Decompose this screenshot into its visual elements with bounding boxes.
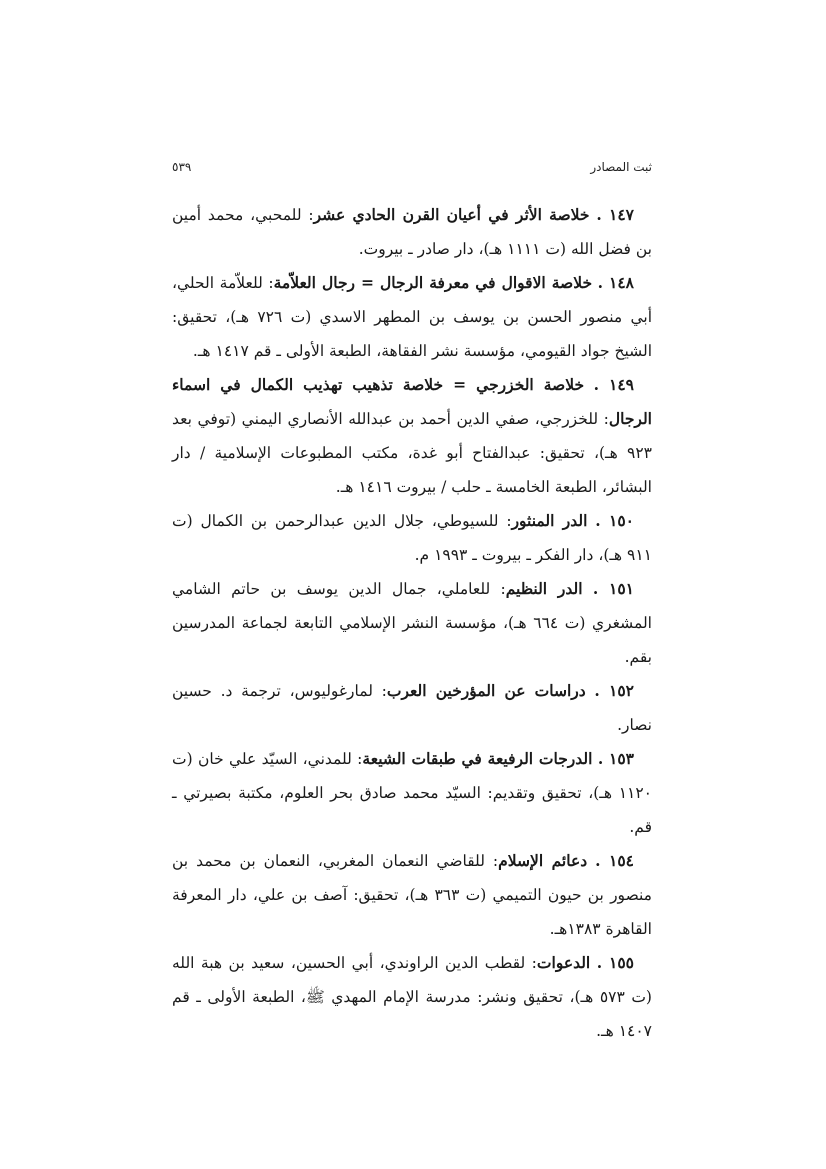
entry-title: الدر المنثور xyxy=(511,511,588,530)
entry-number: ١٥٥ . xyxy=(596,953,635,972)
entry-title: خلاصة الخزرجي = خلاصة تذهيب تهذيب الكمال في اسماء الرجال xyxy=(172,375,652,428)
bibliography-entry xyxy=(172,198,652,266)
running-title: ثبت المصادر xyxy=(590,160,652,174)
entry-title: خلاصة الأثر في أعيان القرن الحادي عشر xyxy=(313,205,590,224)
entry-title: الدعوات xyxy=(536,953,591,972)
entry-number: ١٥٤ . xyxy=(595,851,634,870)
bibliography-entry xyxy=(172,368,652,504)
entry-number: ١٤٧ . xyxy=(596,205,634,224)
entry-number: ١٥٢ . xyxy=(594,681,634,700)
entry-number: ١٥١ . xyxy=(592,579,634,598)
entry-title: الدرجات الرفيعة في طبقات الشيعة xyxy=(362,749,593,768)
entry-number: ١٤٨ . xyxy=(597,273,635,292)
page-number: ٥٣٩ xyxy=(172,160,192,174)
bibliography-entry xyxy=(172,674,652,742)
bibliography-list xyxy=(172,198,652,1048)
entry-title: دعائم الإسلام xyxy=(498,851,588,870)
entry-number: ١٤٩ . xyxy=(593,375,634,394)
entry-body: : للخزرجي، صفي الدين أحمد بن عبدالله الأنصاري اليمني (توفي بعد ٩٢٣ هـ)، تحقيق: عبدالفتاح أبو غدة، مكتب المطبوعات الإسلامية / دار البشائر، الطبعة الخامسة ـ حلب / بيروت ١٤١٦ هـ. xyxy=(172,410,652,496)
entry-body: : لقطب الدين الراوندي، أبي الحسين، سعيد بن هبة الله (ت ٥٧٣ هـ)، تحقيق ونشر: مدرسة الإمام المهدي ﷺ، الطبعة الأولى ـ قم ١٤٠٧ هـ. xyxy=(172,954,652,1040)
entry-body: : للمحبي، محمد أمين بن فضل الله (ت ١١١١ هـ)، دار صادر ـ بيروت. xyxy=(172,206,652,258)
entry-title: دراسات عن المؤرخين العرب xyxy=(386,681,586,700)
bibliography-entry xyxy=(172,504,652,572)
bibliography-entry xyxy=(172,844,652,946)
entry-number: ١٥٠ . xyxy=(595,511,634,530)
entry-number: ١٥٣ . xyxy=(597,749,635,768)
entry-body: : للسيوطي، جلال الدين عبدالرحمن بن الكمال (ت ٩١١ هـ)، دار الفكر ـ بيروت ـ ١٩٩٣ م. xyxy=(172,512,652,564)
entry-body: : لمارغوليوس، ترجمة د. حسين نصار. xyxy=(172,682,652,734)
entry-title: الدر النظيم xyxy=(505,579,583,598)
entry-body: : للعاملي، جمال الدين يوسف بن حاتم الشامي المشغري (ت ٦٦٤ هـ)، مؤسسة النشر الإسلامي التابعة لجماعة المدرسين بقم. xyxy=(172,580,652,666)
entry-body: : للمدني، السيّد علي خان (ت ١١٢٠ هـ)، تحقيق وتقديم: السيّد محمد صادق بحر العلوم، مكتبة بصيرتي ـ قم. xyxy=(172,750,652,836)
bibliography-entry xyxy=(172,946,652,1048)
entry-body: : للعلاّمة الحلي، أبي منصور الحسن بن يوسف بن المطهر الاسدي (ت ٧٢٦ هـ)، تحقيق: الشيخ جواد القيومي، مؤسسة نشر الفقاهة، الطبعة الأولى ـ قم ١٤١٧ هـ. xyxy=(172,274,652,360)
entry-body: : للقاضي النعمان المغربي، النعمان بن محمد بن منصور بن حيون التميمي (ت ٣٦٣ هـ)، تحقيق: آصف بن علي، دار المعرفة القاهرة ١٣٨٣هـ. xyxy=(172,852,652,938)
page-header xyxy=(172,160,652,174)
bibliography-entry xyxy=(172,572,652,674)
bibliography-entry xyxy=(172,266,652,368)
bibliography-entry xyxy=(172,742,652,844)
entry-title: خلاصة الاقوال في معرفة الرجال = رجال العلاّمة xyxy=(273,273,593,292)
